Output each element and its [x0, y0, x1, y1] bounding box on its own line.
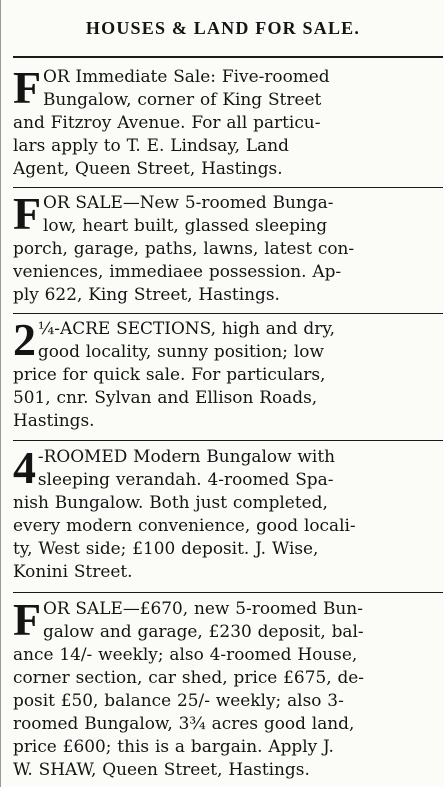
- ad-line: price £600; this is a bargain. Apply J.: [13, 737, 334, 757]
- ad-line: lars apply to T. E. Lindsay, Land: [13, 136, 289, 156]
- ad-line: ty, West side; £100 deposit. J. Wise,: [13, 539, 319, 559]
- ad-line: Bungalow, corner of King Street: [42, 90, 322, 110]
- ad-line: ance 14/- weekly; also 4-roomed House,: [13, 645, 358, 665]
- ad-line: nish Bungalow. Both just completed,: [13, 493, 328, 513]
- ad-line: Hastings.: [13, 411, 95, 431]
- divider: [13, 592, 443, 593]
- ad-line: posit £50, balance 25/- weekly; also 3-: [13, 691, 344, 711]
- divider: [13, 440, 443, 441]
- ad-line: and Fitzroy Avenue. For all particu-: [13, 113, 321, 133]
- drop-cap: F: [13, 598, 42, 645]
- drop-cap: 2: [13, 318, 36, 365]
- ad-line: low, heart built, glassed sleeping: [42, 216, 328, 236]
- divider: [13, 313, 443, 314]
- drop-cap: F: [13, 66, 42, 113]
- classified-ad-2: [13, 192, 443, 310]
- ad-line: Konini Street.: [13, 562, 133, 582]
- ad-line: sleeping verandah. 4-roomed Spa-: [37, 470, 334, 490]
- ad-line: ply 622, King Street, Hastings.: [13, 285, 280, 305]
- ad-line: every modern convenience, good locali-: [13, 516, 356, 536]
- ad-line: corner section, car shed, price £675, de-: [13, 668, 365, 688]
- drop-cap: 4: [13, 446, 36, 493]
- ad-line: OR SALE—New 5-roomed Bunga-: [42, 193, 334, 213]
- ad-line: roomed Bungalow, 3¾ acres good land,: [13, 714, 355, 734]
- classified-ad-4: [13, 446, 443, 588]
- divider: [13, 56, 443, 58]
- ad-line: 501, cnr. Sylvan and Ellison Roads,: [13, 388, 318, 408]
- divider: [13, 187, 443, 188]
- ad-line: price for quick sale. For particulars,: [13, 365, 326, 385]
- section-header: [13, 4, 433, 54]
- ad-line: ¼-ACRE SECTIONS, high and dry,: [37, 319, 336, 339]
- classified-ad-1: [13, 66, 443, 184]
- ad-line: -ROOMED Modern Bungalow with: [37, 447, 336, 467]
- ad-line: good locality, sunny position; low: [37, 342, 324, 362]
- drop-cap: F: [13, 192, 42, 239]
- classified-ad-3: [13, 318, 443, 436]
- ad-line: porch, garage, paths, lawns, latest con-: [13, 239, 355, 259]
- ad-line: W. SHAW, Queen Street, Hastings.: [13, 760, 310, 780]
- ad-line: Agent, Queen Street, Hastings.: [13, 159, 283, 179]
- ad-line: galow and garage, £230 deposit, bal-: [42, 622, 364, 642]
- section-title: HOUSES & LAND FOR SALE.: [85, 18, 361, 38]
- ad-line: veniences, immediaee possession. Ap-: [13, 262, 342, 282]
- ad-line: OR Immediate Sale: Five-roomed: [42, 67, 330, 87]
- ad-line: OR SALE—£670, new 5-roomed Bun-: [42, 599, 363, 619]
- classified-ad-5: [13, 598, 443, 786]
